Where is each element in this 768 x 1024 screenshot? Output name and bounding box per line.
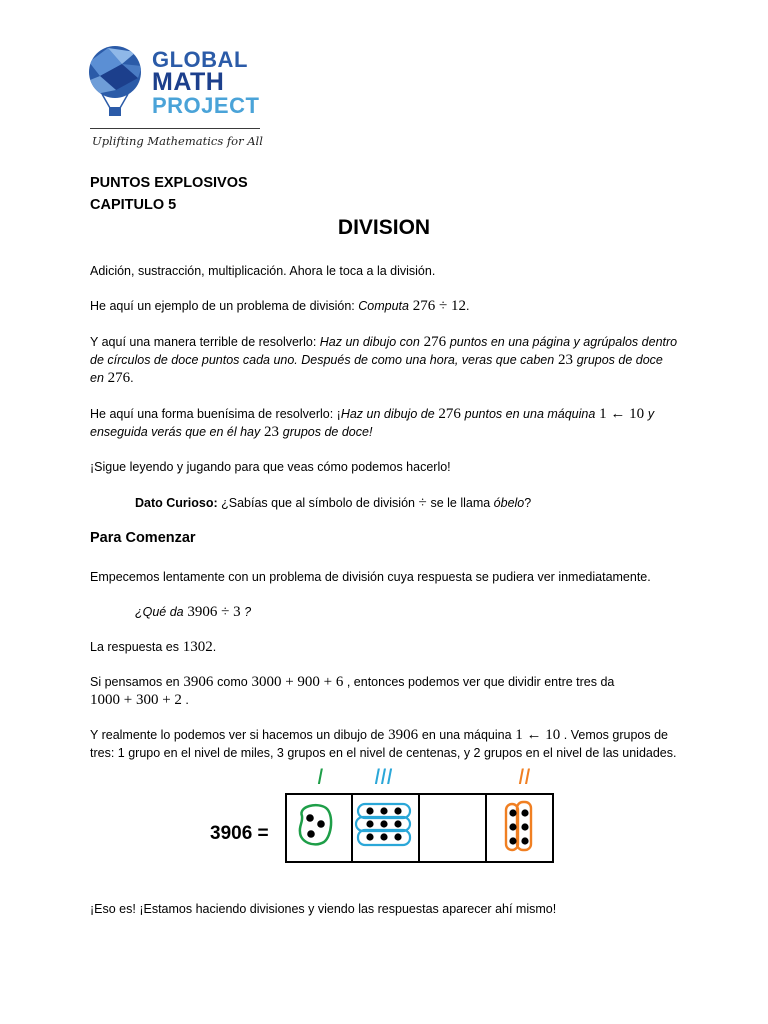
text-italic: grupos de doce en: [90, 353, 663, 385]
text: La respuesta es: [90, 640, 179, 654]
math-expression: 276 ÷ 12: [408, 298, 466, 314]
text-italic: Computa: [358, 299, 409, 313]
math-number: 276: [434, 406, 465, 422]
page-title: DIVISION: [337, 216, 431, 239]
text-italic: Haz un dibujo con: [319, 335, 420, 349]
text: .: [130, 371, 134, 385]
math-number: 1302: [178, 639, 213, 655]
paragraph-answer: [90, 638, 690, 656]
text: Y aquí una manera terrible de resolverlo:: [90, 335, 320, 349]
dot: [306, 814, 314, 822]
text: .: [212, 640, 217, 654]
text: .: [465, 299, 470, 313]
text: ¿Sabías que al símbolo de división: [217, 496, 419, 510]
text-italic: ?: [240, 605, 252, 619]
text: en una máquina: [421, 728, 512, 742]
logo-line-math: MATH: [152, 68, 225, 96]
paragraph-question: [135, 603, 635, 621]
diagram-label: 3906 =: [210, 823, 269, 844]
dot: [509, 809, 516, 816]
math-number: 276: [103, 370, 131, 386]
text-italic: puntos en una máquina: [464, 407, 596, 421]
group-units: [506, 802, 531, 850]
tally-thousands: I: [317, 764, 324, 789]
group-hundreds: [356, 804, 410, 845]
math-machine: 1 ← 10: [595, 406, 648, 422]
box-tens: [419, 794, 486, 862]
text: He aquí un ejemplo de un problema de división:: [90, 299, 359, 313]
dot: [366, 807, 373, 814]
dot: [394, 833, 401, 840]
paragraph-example: [90, 297, 690, 315]
paragraph-start: Empecemos lentamente con un problema de división cuya respuesta se pudiera ver inmediatamente.: [90, 570, 651, 584]
math-number: 23: [260, 424, 283, 440]
math-number: 276: [419, 334, 450, 350]
tally-units: II: [518, 764, 531, 789]
section-heading: Para Comenzar: [90, 530, 196, 546]
text: como: [217, 675, 248, 689]
dots-and-boxes-diagram: [200, 762, 570, 872]
text: . Vemos grupos de tres: 1 grupo en el nivel de miles, 3 grupos en el nivel de centenas, y 2 grupos en el nivel de las unidades.: [90, 728, 677, 760]
dot: [380, 807, 387, 814]
tally-hundreds: III: [374, 764, 393, 789]
text-italic: Haz un dibujo de: [340, 407, 435, 421]
dot: [521, 823, 528, 830]
dot: [521, 809, 528, 816]
dot: [509, 837, 516, 844]
dot: [509, 823, 516, 830]
text: .: [181, 693, 189, 707]
math-number: 23: [554, 352, 577, 368]
logo-line-project: PROJECT: [152, 93, 260, 118]
math-expression: 3906 ÷ 3: [183, 604, 241, 620]
logo-tagline: Uplifting Mathematics for All: [92, 134, 263, 148]
paragraph-great-way: [90, 405, 680, 441]
paragraph-machine: [90, 726, 690, 762]
logo-divider: [90, 128, 260, 129]
dot: [307, 830, 315, 838]
dot: [394, 820, 401, 827]
series-name: PUNTOS EXPLOSIVOS: [90, 175, 248, 191]
dot: [366, 820, 373, 827]
paragraph-intro: Adición, sustracción, multiplicación. Ahora le toca a la división.: [90, 264, 436, 278]
paragraph-conclusion: ¡Eso es! ¡Estamos haciendo divisiones y viendo las respuestas aparecer ahí mismo!: [90, 902, 557, 916]
text: Y realmente lo podemos ver si hacemos un dibujo de: [90, 728, 385, 742]
math-symbol: ÷: [418, 495, 431, 511]
text-italic: grupos de doce!: [282, 425, 373, 439]
text: , entonces podemos ver que dividir entre tres da: [343, 675, 615, 689]
math-machine: 1 ← 10: [511, 727, 561, 743]
dot: [317, 820, 325, 828]
chapter-number: CAPITULO 5: [90, 197, 177, 213]
paragraph-terrible-way: [90, 333, 680, 387]
math-number: 3906: [179, 674, 218, 690]
chapter-header: [90, 172, 248, 216]
paragraph-decomposition: [90, 673, 650, 709]
dot: [521, 837, 528, 844]
fun-fact-label: Dato Curioso:: [135, 496, 218, 510]
dot: [380, 833, 387, 840]
text-italic: ¿Qué da: [135, 605, 184, 619]
green-loop: [300, 805, 331, 844]
dot: [394, 807, 401, 814]
text: Si pensamos en: [90, 675, 180, 689]
logo-line-global: GLOBAL: [152, 47, 248, 72]
text: se le llama: [430, 496, 494, 510]
math-expression: 3000 + 900 + 6: [247, 674, 344, 690]
fun-fact: [135, 494, 695, 512]
paragraph-keep-reading: ¡Sigue leyendo y jugando para que veas cómo podemos hacerlo!: [90, 460, 451, 474]
text-italic: y enseguida verás que en él hay: [90, 407, 655, 439]
text: ?: [524, 496, 532, 510]
dot: [380, 820, 387, 827]
group-thousands: [300, 805, 331, 844]
text-italic: puntos en una página y agrúpalos dentro de círculos de doce puntos cada uno. Después de como una hora, veras que caben: [90, 335, 678, 367]
dot: [366, 833, 373, 840]
text-italic: óbelo: [493, 496, 525, 510]
text: He aquí una forma buenísima de resolverlo: ¡: [90, 407, 341, 421]
math-expression: 1000 + 300 + 2: [90, 692, 182, 708]
logo-wordmark: [152, 48, 259, 117]
math-number: 3906: [384, 727, 422, 743]
